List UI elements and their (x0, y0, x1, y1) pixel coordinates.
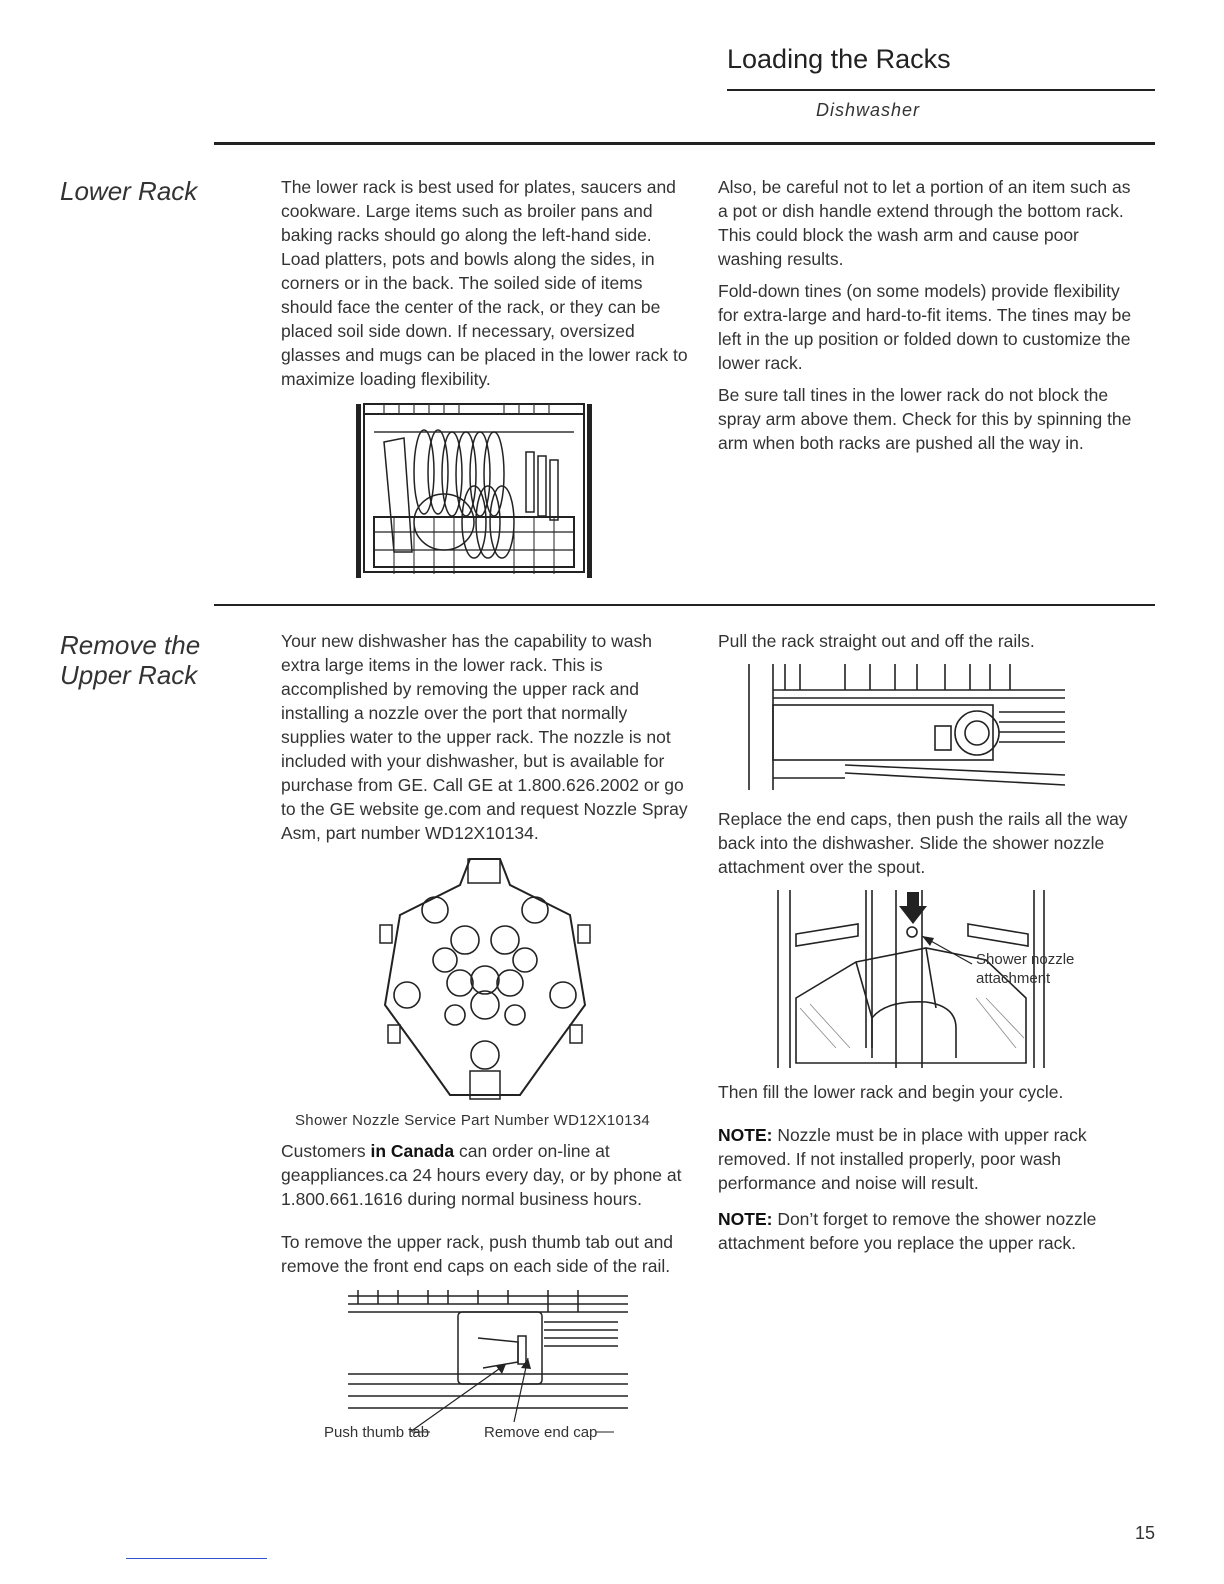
note-1-text: Nozzle must be in place with upper rack removed. If not installed properly, poor wash performance and noise will result. (718, 1125, 1087, 1193)
lower-rack-para-3: Be sure tall tines in the lower rack do not block the spray arm above them. Check for this by spinning the arm when both racks are pushed all the way in. (718, 385, 1132, 453)
note-2-label: NOTE: (718, 1209, 773, 1229)
lower-rack-heading: Lower Rack (60, 176, 198, 206)
shower-nozzle-install-illustration (776, 888, 1076, 1070)
nozzle-caption: Shower Nozzle Service Part Number WD12X10134 (295, 1112, 651, 1129)
remove-heading-line1: Remove the (60, 630, 201, 660)
canada-pre: Customers (281, 1141, 371, 1161)
canada-post: can order on-line at geappliances.ca 24 hours every day, or by phone at 1.800.661.1616 during normal business hours. (281, 1141, 682, 1209)
canada-paragraph (281, 1139, 693, 1211)
lower-rack-para-1: Also, be careful not to let a portion of an item such as a pot or dish handle extend through the bottom rack. This could block the wash arm and cause poor washing results. (718, 177, 1131, 269)
remove-upper-rack-heading (60, 630, 200, 690)
push-thumb-tab-label: Push thumb tab (324, 1424, 430, 1441)
section-divider (214, 142, 1155, 145)
remove-instructions: To remove the upper rack, push thumb tab out and remove the front end caps on each side of the rail. (281, 1232, 674, 1276)
note-2-text: Don’t forget to remove the shower nozzle attachment before you replace the upper rack. (718, 1209, 1097, 1253)
remove-intro-paragraph: Your new dishwasher has the capability to wash extra large items in the lower rack. This is accomplished by removing the upper rack and installing a nozzle over the port that normally supplies water to the upper rack. The nozzle is not included with your dishwasher, but is available for purchase from GE. Call GE at 1.800.626.2002 or go to the GE website ge.com and request Nozzle Spray Asm, part number WD12X10134. (281, 631, 688, 843)
note-2 (718, 1207, 1138, 1255)
canada-bold: in Canada (370, 1141, 455, 1161)
pull-rack-illustration (745, 660, 1070, 795)
page-title: Loading the Racks (727, 44, 951, 74)
shower-nozzle-illustration (370, 855, 600, 1101)
section-divider-2 (214, 604, 1155, 606)
pull-rack-text: Pull the rack straight out and off the rails. (718, 631, 1035, 651)
page-subtitle: Dishwasher (816, 100, 921, 120)
remove-end-cap-label: Remove end cap (484, 1424, 598, 1441)
remove-heading-line2: Upper Rack (60, 660, 198, 690)
note-1-label: NOTE: (718, 1125, 773, 1145)
header-rule (727, 89, 1155, 91)
shower-nozzle-label (976, 950, 1074, 988)
lower-rack-illustration (354, 402, 594, 580)
footer-rule (126, 1558, 267, 1559)
lower-rack-para-2: Fold-down tines (on some models) provide flexibility for extra-large and hard-to-fit items. The tines may be left in the up position or folded down to customize the lower rack. (718, 281, 1132, 373)
shower-nozzle-label-line1: Shower nozzle (976, 951, 1075, 968)
lower-rack-left-paragraph: The lower rack is best used for plates, saucers and cookware. Large items such as broiler pans and baking racks should go along the left-hand side. Load platters, pots and bowls along the sides, in corners or in the back. The soiled side of items should face the center of the rack, or they can be placed soil side down. If necessary, oversized glasses and mugs can be placed in the lower rack to maximize loading flexibility. (281, 177, 688, 389)
page-number: 15 (1135, 1523, 1156, 1543)
replace-end-caps-text: Replace the end caps, then push the rails all the way back into the dishwasher. Slide the shower nozzle attachment over the spout. (718, 809, 1128, 877)
shower-nozzle-label-line2: attachment (976, 970, 1051, 987)
note-1 (718, 1123, 1138, 1195)
thumb-tab-illustration (318, 1282, 636, 1450)
fill-lower-rack-text: Then fill the lower rack and begin your cycle. (718, 1082, 1064, 1102)
lower-rack-right-column (718, 175, 1138, 455)
